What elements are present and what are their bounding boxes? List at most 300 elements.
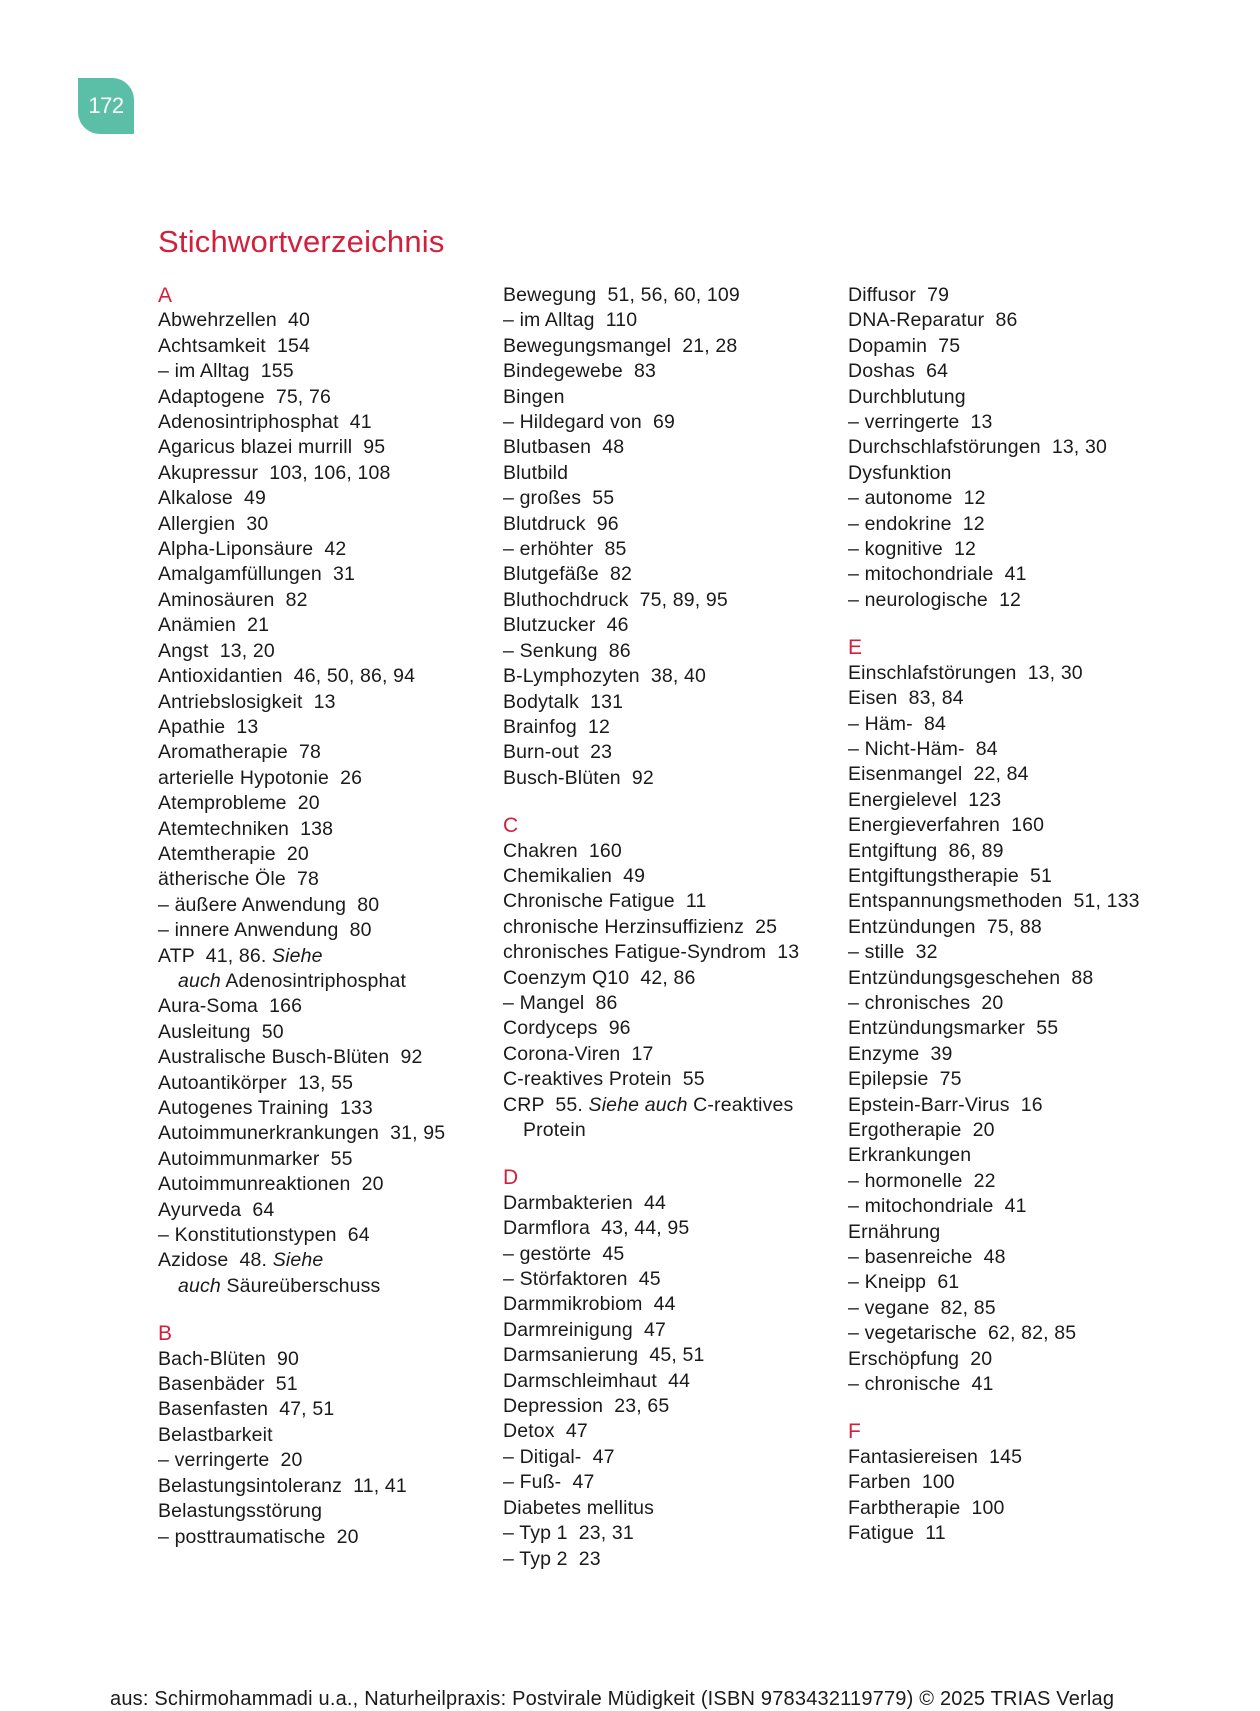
index-entry-text: – gestörte 45	[503, 1242, 625, 1265]
index-entry	[848, 1118, 1178, 1143]
index-entry-text: Darmreinigung 47	[503, 1318, 666, 1341]
index-entry-text: chronisches Fatigue-Syndrom 13	[503, 941, 800, 964]
index-entry	[503, 1191, 833, 1216]
index-entry-text: Durchschlafstörungen 13, 30	[848, 436, 1107, 459]
index-entry	[848, 1347, 1178, 1372]
index-entry-text: Antioxidantien 46, 50, 86, 94	[158, 665, 416, 688]
index-entry-text: Aminosäuren 82	[158, 588, 308, 611]
index-entry-text: – neurologische 12	[848, 588, 1022, 611]
index-entry-text: Durchblutung	[848, 385, 966, 408]
index-entry	[503, 839, 833, 864]
index-entry-text: Angst 13, 20	[158, 639, 275, 662]
index-entry-continuation	[158, 1274, 488, 1299]
page-title: Stichwortverzeichnis	[158, 224, 445, 259]
index-entry-text: Allergien 30	[158, 512, 269, 535]
index-entry	[158, 1448, 488, 1473]
index-entry-text: Ernährung	[848, 1220, 941, 1243]
index-entry-text: – im Alltag 110	[503, 309, 638, 332]
index-entry	[503, 613, 833, 638]
index-entry	[503, 334, 833, 359]
index-entry	[158, 613, 488, 638]
index-entry	[848, 661, 1178, 686]
index-entry	[848, 889, 1178, 914]
index-entry-text: Erkrankungen	[848, 1144, 972, 1167]
section-letter: A	[158, 284, 173, 307]
index-entry	[503, 1369, 833, 1394]
index-entry	[503, 562, 833, 587]
index-entry	[848, 1245, 1178, 1270]
index-entry-text: – hormonelle 22	[848, 1169, 996, 1192]
index-entry	[158, 512, 488, 537]
index-entry	[158, 385, 488, 410]
index-entry	[158, 690, 488, 715]
index-entry	[503, 1343, 833, 1368]
index-entry-text: arterielle Hypotonie 26	[158, 766, 363, 789]
index-entry	[503, 915, 833, 940]
index-entry	[848, 537, 1178, 562]
cross-reference-label: auch	[178, 1274, 221, 1297]
index-entry	[158, 1525, 488, 1550]
index-entry	[158, 1096, 488, 1121]
index-entry-text: Säureüberschuss	[220, 1274, 381, 1297]
index-entry-text: Autoimmunmarker 55	[158, 1147, 353, 1170]
index-entry	[158, 1172, 488, 1197]
index-entry-text: Entzündungen 75, 88	[848, 915, 1042, 938]
index-entry	[158, 994, 488, 1019]
index-entry	[503, 1419, 833, 1444]
index-entry-text: – im Alltag 155	[158, 360, 294, 383]
index-entry	[848, 1521, 1178, 1546]
index-entry	[848, 562, 1178, 587]
index-entry	[848, 813, 1178, 838]
index-entry	[848, 1445, 1178, 1470]
index-entry	[848, 1093, 1178, 1118]
index-column-1	[158, 283, 488, 1550]
index-entry	[158, 664, 488, 689]
index-entry-text: chronische Herzinsuffizienz 25	[503, 915, 778, 938]
index-entry-text: – verringerte 13	[848, 411, 993, 434]
index-entry-text: – innere Anwendung 80	[158, 919, 372, 942]
index-entry	[503, 639, 833, 664]
index-entry-text: Blutbasen 48	[503, 436, 625, 459]
index-entry	[158, 537, 488, 562]
index-entry	[158, 1397, 488, 1422]
index-entry	[503, 1318, 833, 1343]
page-number-badge	[78, 78, 134, 134]
cross-reference-label: Siehe	[272, 1249, 324, 1272]
index-entry	[158, 1198, 488, 1223]
index-entry-text: ätherische Öle 78	[158, 868, 319, 891]
index-entry	[503, 461, 833, 486]
index-entry-text: Entgiftungstherapie 51	[848, 864, 1053, 887]
index-entry	[158, 435, 488, 460]
index-entry-text: – mitochondriale 41	[848, 1195, 1027, 1218]
index-entry	[848, 283, 1178, 308]
index-entry	[158, 918, 488, 943]
index-column-2	[503, 283, 833, 1572]
index-entry-text: Ergotherapie 20	[848, 1119, 995, 1141]
index-entry	[158, 588, 488, 613]
index-entry-text: Farbtherapie 100	[848, 1496, 1005, 1519]
index-entry-text: Abwehrzellen 40	[158, 309, 310, 332]
index-entry-text: – vegane 82, 85	[848, 1296, 996, 1319]
cross-reference-label: Siehe	[271, 944, 323, 967]
index-entry	[158, 562, 488, 587]
index-entry-text: – posttraumatische 20	[158, 1525, 359, 1548]
index-entry-continuation	[158, 969, 488, 994]
index-entry	[503, 1470, 833, 1495]
index-entry	[503, 664, 833, 689]
index-entry	[848, 1496, 1178, 1521]
index-entry	[848, 359, 1178, 384]
index-entry-text: Apathie 13	[158, 715, 259, 738]
index-entry-text: Doshas 64	[848, 360, 949, 383]
index-entry	[848, 788, 1178, 813]
index-entry	[158, 461, 488, 486]
index-entry	[503, 766, 833, 791]
index-entry	[848, 588, 1178, 613]
index-entry-text: Cordyceps 96	[503, 1017, 631, 1040]
index-entry	[158, 486, 488, 511]
index-entry	[158, 1020, 488, 1045]
index-entry	[503, 486, 833, 511]
index-entry-text: Einschlafstörungen 13, 30	[848, 661, 1083, 684]
index-entry-text: Darmmikrobiom 44	[503, 1293, 676, 1316]
index-entry	[158, 1147, 488, 1172]
index-entry	[848, 966, 1178, 991]
section-gap	[503, 791, 833, 813]
index-entry	[158, 1121, 488, 1146]
index-entry	[158, 842, 488, 867]
index-entry-text: – verringerte 20	[158, 1449, 303, 1472]
index-entry-text: – Mangel 86	[503, 991, 618, 1014]
index-entry-text: Corona-Viren 17	[503, 1042, 654, 1065]
index-entry	[503, 1496, 833, 1521]
source-footer: aus: Schirmohammadi u.a., Naturheilpraxis: Postvirale Müdigkeit (ISBN 9783432119779) © 2025 TRIAS Verlag	[110, 1688, 1115, 1710]
index-entry-text: Bluthochdruck 75, 89, 95	[503, 588, 728, 611]
index-entry	[158, 410, 488, 435]
index-entry-text: Burn-out 23	[503, 741, 613, 764]
index-entry	[503, 1216, 833, 1241]
index-entry-text: Blutdruck 96	[503, 512, 619, 535]
index-entry-text: Akupressur 103, 106, 108	[158, 461, 391, 484]
index-entry	[158, 766, 488, 791]
index-entry-text: Farben 100	[848, 1471, 955, 1494]
index-entry	[158, 893, 488, 918]
index-entry-text: Eisen 83, 84	[848, 687, 964, 710]
index-entry-text: Autoimmunerkrankungen 31, 95	[158, 1122, 446, 1145]
index-entry-text: Azidose 48.	[158, 1249, 273, 1272]
index-entry	[848, 712, 1178, 737]
index-entry	[503, 435, 833, 460]
index-entry-text: Belastbarkeit	[158, 1423, 273, 1446]
index-entry	[503, 740, 833, 765]
index-entry	[158, 334, 488, 359]
index-entry-text: Busch-Blüten 92	[503, 766, 654, 789]
index-entry	[503, 1521, 833, 1546]
index-entry	[503, 1093, 833, 1118]
index-entry-text: Dysfunktion	[848, 461, 952, 484]
index-entry	[503, 537, 833, 562]
index-entry-text: Entgiftung 86, 89	[848, 839, 1004, 862]
index-entry	[503, 1016, 833, 1041]
index-entry-text: Agaricus blazei murrill 95	[158, 436, 386, 459]
index-entry	[158, 817, 488, 842]
index-entry	[848, 1321, 1178, 1346]
section-letter: C	[503, 814, 519, 838]
section-letter: B	[158, 1322, 173, 1346]
index-entry-text: Amalgamfüllungen 31	[158, 563, 356, 586]
index-entry	[848, 410, 1178, 435]
index-entry-text: – endokrine 12	[848, 512, 985, 535]
index-entry-text: Bewegungsmangel 21, 28	[503, 334, 738, 357]
index-entry-text: Basenbäder 51	[158, 1373, 298, 1396]
index-entry-text: Bindegewebe 83	[503, 360, 656, 383]
index-entry-text: Alkalose 49	[158, 487, 267, 510]
section-letter: F	[848, 1420, 861, 1444]
index-entry-text: Coenzym Q10 42, 86	[503, 966, 696, 989]
index-entry-text: – Typ 1 23, 31	[503, 1522, 634, 1545]
index-entry-text: Achtsamkeit 154	[158, 334, 310, 357]
index-entry	[848, 385, 1178, 410]
index-entry-text: Chakren 160	[503, 839, 622, 862]
index-entry-text: – vegetarische 62, 82, 85	[848, 1322, 1077, 1345]
index-entry-text: Aura-Soma 166	[158, 995, 303, 1018]
index-entry	[848, 1194, 1178, 1219]
index-entry	[158, 715, 488, 740]
index-entry-text: Basenfasten 47, 51	[158, 1398, 335, 1421]
index-entry-text: Entzündungsgeschehen 88	[848, 966, 1094, 989]
index-entry-text: – Typ 2 23	[503, 1547, 601, 1570]
index-entry-text: DNA-Reparatur 86	[848, 309, 1018, 332]
index-entry	[503, 991, 833, 1016]
index-entry	[503, 1242, 833, 1267]
index-entry	[848, 940, 1178, 965]
index-entry	[503, 588, 833, 613]
index-entry-text: Autogenes Training 133	[158, 1097, 373, 1119]
index-entry	[158, 359, 488, 384]
index-entry	[503, 283, 833, 308]
index-entry	[158, 1372, 488, 1397]
section-gap	[848, 613, 1178, 635]
index-entry-text: Energieverfahren 160	[848, 814, 1045, 837]
index-entry	[848, 1016, 1178, 1041]
index-entry-text: – Ditigal- 47	[503, 1445, 615, 1468]
index-entry-text: Darmsanierung 45, 51	[503, 1344, 705, 1367]
index-entry	[503, 864, 833, 889]
index-entry	[848, 435, 1178, 460]
index-entry-text: Bingen	[503, 385, 565, 408]
index-entry-text: Brainfog 12	[503, 715, 610, 738]
index-entry	[848, 1296, 1178, 1321]
index-entry	[158, 867, 488, 892]
index-entry-text: – chronische 41	[848, 1373, 994, 1396]
index-entry	[848, 1143, 1178, 1168]
index-entry-text: ATP 41, 86.	[158, 944, 272, 967]
index-entry-text: Dopamin 75	[848, 334, 961, 357]
index-entry-text: Erschöpfung 20	[848, 1347, 993, 1370]
index-entry-text: Australische Busch-Blüten 92	[158, 1046, 423, 1069]
index-entry-text: Enzyme 39	[848, 1042, 953, 1065]
index-entry-text: – Senkung 86	[503, 639, 631, 662]
index-entry-text: Diabetes mellitus	[503, 1496, 655, 1519]
index-entry	[848, 1372, 1178, 1397]
index-entry	[848, 1169, 1178, 1194]
index-entry	[848, 1042, 1178, 1067]
index-entry	[503, 966, 833, 991]
index-entry	[848, 839, 1178, 864]
index-entry-text: Eisenmangel 22, 84	[848, 763, 1029, 786]
index-entry	[158, 1248, 488, 1273]
index-entry	[848, 1067, 1178, 1092]
index-entry-text: – Störfaktoren 45	[503, 1268, 661, 1291]
index-entry	[158, 1499, 488, 1524]
index-entry	[503, 1042, 833, 1067]
index-entry	[848, 308, 1178, 333]
index-entry	[848, 512, 1178, 537]
index-entry-text: Entspannungsmethoden 51, 133	[848, 890, 1140, 913]
index-entry-text: Epstein-Barr-Virus 16	[848, 1093, 1043, 1116]
index-entry-text: Atemprobleme 20	[158, 792, 320, 815]
index-entry	[848, 864, 1178, 889]
index-entry	[503, 512, 833, 537]
index-entry-text: Atemtherapie 20	[158, 842, 309, 865]
index-entry-text: Adenosintriphosphat	[220, 969, 407, 992]
index-entry	[503, 715, 833, 740]
index-entry	[848, 486, 1178, 511]
index-entry-text: Atemtechniken 138	[158, 817, 334, 840]
index-entry-text: Fantasiereisen 145	[848, 1445, 1023, 1468]
index-entry-text: Adenosintriphosphat 41	[158, 411, 372, 434]
index-entry-text: Epilepsie 75	[848, 1068, 962, 1091]
index-entry	[848, 686, 1178, 711]
index-entry-text: – kognitive 12	[848, 538, 977, 561]
index-entry-text: Autoimmunreaktionen 20	[158, 1173, 384, 1196]
index-entry-text: Bewegung 51, 56, 60, 109	[503, 284, 740, 306]
index-entry-text: Darmbakterien 44	[503, 1191, 666, 1214]
index-entry-text: Detox 47	[503, 1420, 588, 1443]
index-entry-text: Alpha-Liponsäure 42	[158, 538, 347, 561]
index-entry-text: Entzündungsmarker 55	[848, 1017, 1059, 1040]
index-entry-text: – erhöhter 85	[503, 538, 627, 561]
index-entry-text: Chemikalien 49	[503, 864, 646, 887]
section-gap	[158, 1299, 488, 1321]
index-entry	[503, 1292, 833, 1317]
index-entry	[503, 889, 833, 914]
index-entry-text: Fatigue 11	[848, 1522, 946, 1545]
index-entry	[503, 1267, 833, 1292]
index-entry-text: Antriebslosigkeit 13	[158, 690, 336, 713]
index-entry	[848, 737, 1178, 762]
index-column-3	[848, 283, 1178, 1547]
index-entry	[158, 1045, 488, 1070]
index-entry-text: Blutbild	[503, 461, 569, 484]
index-entry	[158, 1474, 488, 1499]
index-entry-text: Diffusor 79	[848, 284, 950, 306]
index-entry-text: – großes 55	[503, 487, 615, 510]
index-entry	[158, 1223, 488, 1248]
index-entry	[848, 1220, 1178, 1245]
index-entry-text: C-reaktives Protein 55	[503, 1068, 705, 1091]
index-entry	[503, 1067, 833, 1092]
index-entry-text: Anämien 21	[158, 614, 270, 637]
index-entry-text: Ausleitung 50	[158, 1020, 284, 1043]
index-entry-text: Depression 23, 65	[503, 1395, 670, 1418]
index-entry	[848, 1470, 1178, 1495]
index-entry-text: – basenreiche 48	[848, 1246, 1006, 1269]
index-entry	[503, 308, 833, 333]
index-entry	[503, 410, 833, 435]
index-entry-text: – stille 32	[848, 941, 938, 964]
index-entry-text: – Fuß- 47	[503, 1471, 595, 1494]
index-entry	[158, 1423, 488, 1448]
index-entry	[503, 1394, 833, 1419]
index-entry-text: Autoantikörper 13, 55	[158, 1071, 354, 1094]
index-entry-text: – chronisches 20	[848, 991, 1004, 1014]
index-entry	[158, 944, 488, 969]
index-entry	[503, 690, 833, 715]
index-entry-text: – Hildegard von 69	[503, 411, 675, 434]
index-entry-text: Energielevel 123	[848, 788, 1002, 811]
index-entry	[158, 1347, 488, 1372]
index-entry-text: – Konstitutionstypen 64	[158, 1224, 370, 1247]
index-entry-text: Protein	[523, 1119, 586, 1141]
index-entry-text: Adaptogene 75, 76	[158, 385, 331, 408]
index-entry	[158, 639, 488, 664]
index-entry	[503, 359, 833, 384]
index-entry-text: – Nicht-Häm- 84	[848, 737, 998, 760]
index-entry	[848, 461, 1178, 486]
index-entry-text: CRP 55.	[503, 1093, 589, 1116]
index-entry-text: Bach-Blüten 90	[158, 1347, 300, 1370]
index-entry	[848, 1270, 1178, 1295]
index-entry	[503, 1445, 833, 1470]
index-entry	[503, 1547, 833, 1572]
index-entry-text: Bodytalk 131	[503, 690, 624, 713]
index-entry	[848, 334, 1178, 359]
index-entry-text: Ayurveda 64	[158, 1198, 275, 1221]
index-entry	[848, 762, 1178, 787]
index-entry	[158, 1071, 488, 1096]
index-entry	[158, 740, 488, 765]
index-entry-text: Darmschleimhaut 44	[503, 1369, 691, 1392]
index-entry	[848, 991, 1178, 1016]
page-number: 172	[88, 93, 124, 118]
index-entry-text: Chronische Fatigue 11	[503, 890, 707, 913]
section-letter: D	[503, 1166, 519, 1190]
index-entry-text: – autonome 12	[848, 487, 986, 510]
index-entry	[503, 385, 833, 410]
index-entry-text: Aromatherapie 78	[158, 741, 321, 764]
index-entry-text: – Häm- 84	[848, 712, 946, 735]
index-entry	[848, 915, 1178, 940]
index-entry-text: – äußere Anwendung 80	[158, 893, 380, 916]
section-letter: E	[848, 636, 863, 660]
cross-reference-target: C-reaktives	[687, 1093, 794, 1116]
index-entry-text: – mitochondriale 41	[848, 563, 1027, 586]
section-gap	[848, 1397, 1178, 1419]
section-gap	[503, 1143, 833, 1165]
index-entry-text: – Kneipp 61	[848, 1271, 960, 1294]
index-entry	[158, 791, 488, 816]
cross-reference-label: auch	[178, 969, 221, 992]
index-entry-text: Belastungsstörung	[158, 1500, 323, 1523]
index-entry-continuation	[503, 1118, 833, 1143]
index-entry	[158, 308, 488, 333]
index-entry-text: Blutgefäße 82	[503, 563, 632, 586]
index-entry-text: Belastungsintoleranz 11, 41	[158, 1474, 407, 1497]
index-entry-text: Blutzucker 46	[503, 614, 629, 637]
